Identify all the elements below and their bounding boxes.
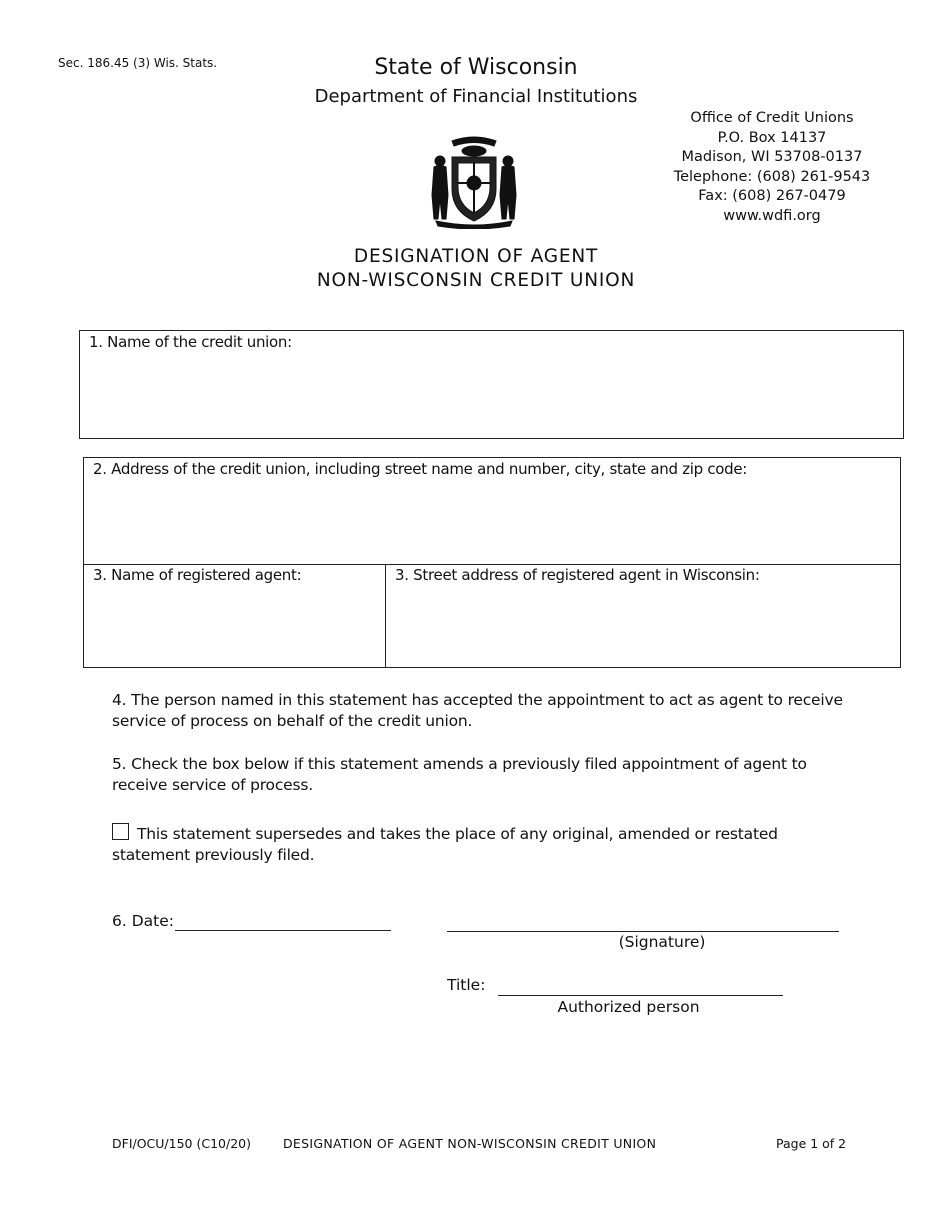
- footer-form-name: DESIGNATION OF AGENT NON-WISCONSIN CREDIT UNION: [283, 1136, 657, 1151]
- office-city: Madison, WI 53708-0137: [681, 149, 863, 166]
- signature-input-line[interactable]: [447, 931, 839, 932]
- footer-page-number: Page 1 of 2: [776, 1136, 847, 1151]
- statute-reference: Sec. 186.45 (3) Wis. Stats.: [58, 56, 218, 70]
- office-po-box: P.O. Box 14137: [717, 129, 827, 146]
- supersede-checkbox[interactable]: [112, 823, 129, 840]
- title-input-line[interactable]: [498, 995, 783, 996]
- title-label: Title:: [447, 976, 486, 994]
- registered-agent-address-label: 3. Street address of registered agent in Wisconsin:: [395, 566, 760, 584]
- registered-agent-address-field[interactable]: [386, 564, 900, 667]
- footer-form-number: DFI/OCU/150 (C10/20): [112, 1136, 251, 1151]
- department-title: Department of Financial Institutions: [314, 86, 638, 107]
- state-seal-icon: [428, 133, 520, 229]
- registered-agent-name-label: 3. Name of registered agent:: [93, 566, 302, 584]
- registered-agent-name-field[interactable]: [84, 564, 386, 667]
- supersede-statement: [112, 823, 852, 866]
- item-4-statement: 4. The person named in this statement has accepted the appointment to act as agent to receive service of process on behalf of the credit union.: [112, 691, 843, 730]
- supersede-checkbox-text: This statement supersedes and takes the place of any original, amended or restated statement previously filed.: [112, 825, 778, 864]
- date-label: 6. Date:: [112, 912, 174, 930]
- office-fax: Fax: (608) 267-0479: [698, 188, 846, 205]
- form-title-line2: NON-WISCONSIN CREDIT UNION: [316, 270, 636, 291]
- date-input-line[interactable]: [175, 930, 391, 931]
- office-website: www.wdfi.org: [723, 207, 821, 224]
- credit-union-name-field[interactable]: [79, 330, 904, 439]
- office-address-block: [672, 109, 872, 227]
- credit-union-name-label: 1. Name of the credit union:: [89, 333, 292, 351]
- credit-union-address-field[interactable]: [84, 458, 900, 565]
- form-title: [0, 245, 950, 293]
- authorized-person-label: Authorized person: [557, 998, 700, 1016]
- form-title-line1: DESIGNATION OF AGENT: [353, 246, 599, 267]
- item-5-instruction: 5. Check the box below if this statement amends a previously filed appointment of agent to receive service of process.: [112, 755, 807, 794]
- credit-union-address-label: 2. Address of the credit union, including street name and number, city, state and zip code:: [93, 460, 748, 478]
- signature-label: (Signature): [618, 933, 706, 951]
- address-agent-table: [83, 457, 901, 668]
- office-telephone: Telephone: (608) 261-9543: [673, 168, 871, 185]
- office-name: Office of Credit Unions: [690, 110, 854, 126]
- state-title: State of Wisconsin: [374, 55, 578, 80]
